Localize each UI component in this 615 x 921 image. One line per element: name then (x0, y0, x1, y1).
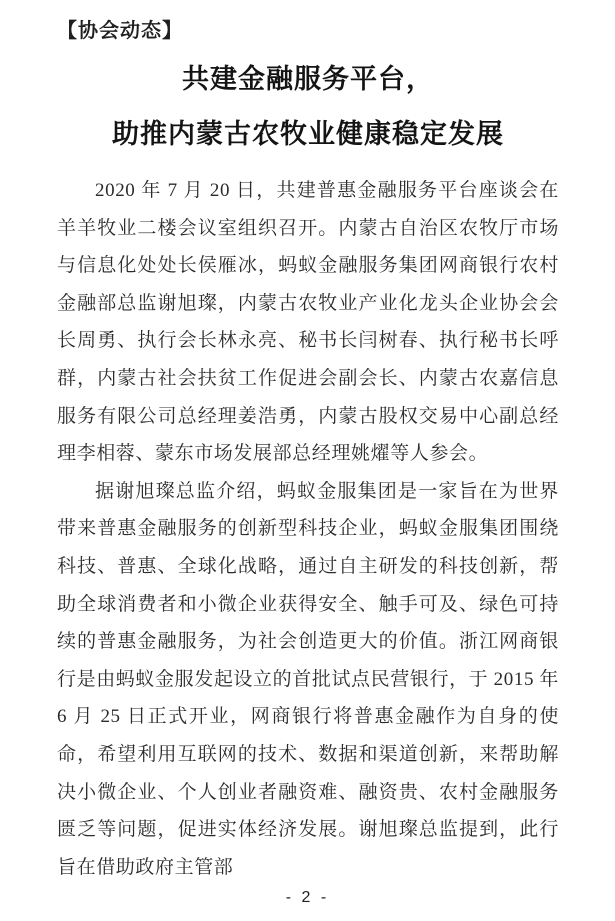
paragraph-1: 2020 年 7 月 20 日，共建普惠金融服务平台座谈会在羊羊牧业二楼会议室组织召开。内蒙古自治区农牧厅市场与信息化处处长侯雁冰，蚂蚁金融服务集团网商银行农村金融部总监谢旭璨，内蒙古农牧业产业化龙头企业协会会长周勇、执行会长林永亮、秘书长闫树春、执行秘书长呼群，内蒙古社会扶贫工作促进会副会长、内蒙古农嘉信息服务有限公司总经理姜浩勇，内蒙古股权交易中心副总经理李相蓉、蒙东市场发展部总经理姚燿等人参会。 (57, 180, 559, 465)
paragraph-2: 据谢旭璨总监介绍，蚂蚁金服集团是一家旨在为世界带来普惠金融服务的创新型科技企业，蚂蚁金服集团围绕科技、普惠、全球化战略，通过自主研发的科技创新，帮助全球消费者和小微企业获得安全、触手可及、绿色可持续的普惠金融服务，为社会创造更大的价值。浙江网商银行是由蚂蚁金服发起设立的首批试点民营银行，于 2015 年 6 月 25 日正式开业，网商银行将普惠金融作为自身的使命，希望利用互联网的技术、数据和渠道创新，来帮助解决小微企业、个人创业者融资难、融资贵、农村金融服务匮乏等问题，促进实体经济发展。谢旭璨总监提到，此行旨在借助政府主管部 (57, 480, 559, 878)
section-tag: 【协会动态】 (57, 20, 183, 42)
article-body (57, 172, 559, 886)
page-number: - 2 - (285, 889, 330, 906)
article-title-line1: 共建金融服务平台， (182, 64, 434, 94)
article-title-line2: 助推内蒙古农牧业健康稳定发展 (112, 119, 504, 149)
article-title (57, 52, 559, 162)
